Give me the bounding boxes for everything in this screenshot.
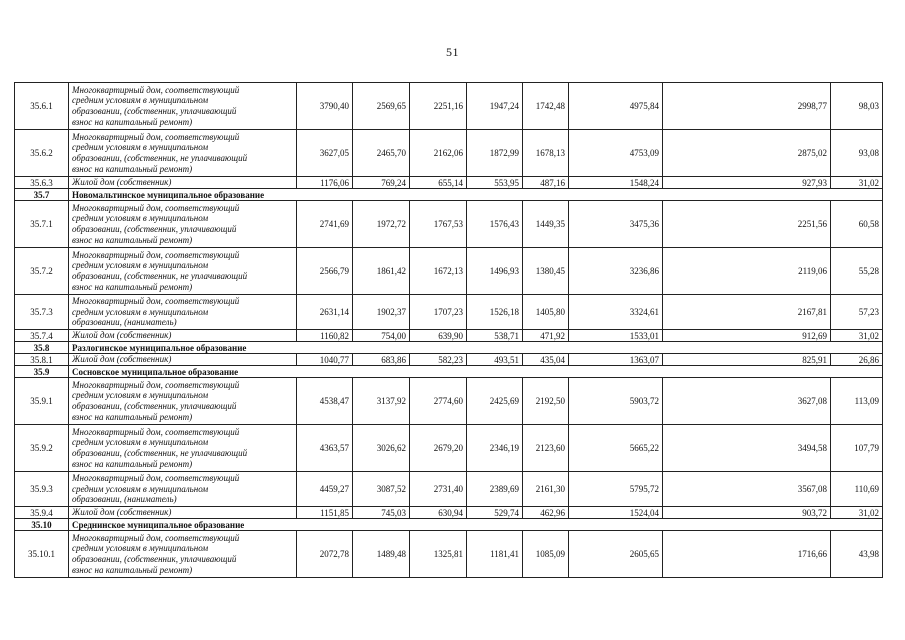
row-code: 35.7.4 (15, 330, 69, 342)
value-cell: 754,00 (353, 330, 410, 342)
description-line: взнос на капитальный ремонт) (72, 234, 193, 245)
value-cell: 1707,23 (410, 295, 467, 330)
value-cell: 1524,04 (569, 507, 663, 519)
description-line: Жилой дом (собственник) (72, 330, 172, 341)
value-cell: 3137,92 (353, 378, 410, 425)
value-cell: 912,69 (663, 330, 831, 342)
value-cell: 1678,13 (523, 130, 569, 177)
value-cell: 26,86 (831, 354, 883, 366)
row-code: 35.8.1 (15, 354, 69, 366)
table-row (15, 295, 883, 330)
value-cell: 903,72 (663, 507, 831, 519)
value-cell: 2346,19 (467, 425, 523, 472)
row-description (69, 378, 297, 425)
table-row (15, 531, 883, 578)
value-cell: 2167,81 (663, 295, 831, 330)
value-cell: 4459,27 (297, 472, 353, 507)
value-cell: 2162,06 (410, 130, 467, 177)
table-row (15, 201, 883, 248)
row-code: 35.9.1 (15, 378, 69, 425)
section-row (15, 366, 883, 378)
table-row (15, 507, 883, 519)
row-code: 35.6.3 (15, 177, 69, 189)
section-title: Новомальтинское муниципальное образование (69, 189, 883, 201)
description-line: средним условиям в муниципальном (72, 437, 209, 448)
value-cell: 1151,85 (297, 507, 353, 519)
row-description (69, 201, 297, 248)
value-cell: 769,24 (353, 177, 410, 189)
description-line: образовании, (собственник, уплачивающий (72, 224, 237, 234)
row-description (69, 354, 297, 366)
row-code: 35.7.1 (15, 201, 69, 248)
description-line: взнос на капитальный ремонт) (72, 163, 193, 174)
row-description (69, 425, 297, 472)
description-line: Жилой дом (собственник) (72, 177, 172, 188)
row-description (69, 130, 297, 177)
value-cell: 1325,81 (410, 531, 467, 578)
value-cell: 1489,48 (353, 531, 410, 578)
value-cell: 1742,48 (523, 83, 569, 130)
value-cell: 1160,82 (297, 330, 353, 342)
row-code: 35.9.4 (15, 507, 69, 519)
value-cell: 93,08 (831, 130, 883, 177)
value-cell: 462,96 (523, 507, 569, 519)
value-cell: 2251,56 (663, 201, 831, 248)
description-line: Многоквартирный дом, соответствующий (72, 249, 240, 260)
value-cell: 3567,08 (663, 472, 831, 507)
value-cell: 1181,41 (467, 531, 523, 578)
description-line: образовании, (наниматель) (72, 494, 177, 505)
value-cell: 3324,61 (569, 295, 663, 330)
value-cell: 1405,80 (523, 295, 569, 330)
value-cell: 31,02 (831, 507, 883, 519)
value-cell: 2425,69 (467, 378, 523, 425)
value-cell: 683,86 (353, 354, 410, 366)
description-line: образовании, (собственник, уплачивающий (72, 106, 237, 116)
value-cell: 2679,20 (410, 425, 467, 472)
value-cell: 2161,30 (523, 472, 569, 507)
row-code: 35.7.2 (15, 248, 69, 295)
value-cell: 529,74 (467, 507, 523, 519)
value-cell: 43,98 (831, 531, 883, 578)
section-code: 35.8 (15, 342, 69, 354)
description-line: взнос на капитальный ремонт) (72, 411, 193, 422)
value-cell: 5665,22 (569, 425, 663, 472)
description-line: Многоквартирный дом, соответствующий (72, 532, 240, 543)
description-line: образовании, (собственник, уплачивающий (72, 401, 237, 411)
value-cell: 3790,40 (297, 83, 353, 130)
value-cell: 107,79 (831, 425, 883, 472)
description-line: Многоквартирный дом, соответствующий (72, 426, 240, 437)
value-cell: 471,92 (523, 330, 569, 342)
section-title: Разлогинское муниципальное образование (69, 342, 883, 354)
value-cell: 2251,16 (410, 83, 467, 130)
value-cell: 639,90 (410, 330, 467, 342)
value-cell: 4975,84 (569, 83, 663, 130)
description-line: Многоквартирный дом, соответствующий (72, 379, 240, 390)
value-cell: 3236,86 (569, 248, 663, 295)
value-cell: 57,23 (831, 295, 883, 330)
row-description (69, 295, 297, 330)
table-row (15, 83, 883, 130)
description-line: взнос на капитальный ремонт) (72, 116, 193, 127)
value-cell: 1972,72 (353, 201, 410, 248)
value-cell: 1947,24 (467, 83, 523, 130)
description-line: образовании, (наниматель) (72, 317, 177, 328)
row-description (69, 507, 297, 519)
value-cell: 825,91 (663, 354, 831, 366)
row-code: 35.7.3 (15, 295, 69, 330)
value-cell: 4753,09 (569, 130, 663, 177)
value-cell: 2569,65 (353, 83, 410, 130)
value-cell: 1040,77 (297, 354, 353, 366)
value-cell: 3475,36 (569, 201, 663, 248)
description-line: образовании, (собственник, не уплачивающий (72, 153, 248, 163)
value-cell: 3026,62 (353, 425, 410, 472)
table-row (15, 330, 883, 342)
description-line: средним условиям в муниципальном (72, 390, 209, 401)
value-cell: 1380,45 (523, 248, 569, 295)
value-cell: 745,03 (353, 507, 410, 519)
value-cell: 1548,24 (569, 177, 663, 189)
table-row (15, 472, 883, 507)
value-cell: 2731,40 (410, 472, 467, 507)
description-line: Жилой дом (собственник) (72, 354, 172, 365)
row-description (69, 330, 297, 342)
value-cell: 2998,77 (663, 83, 831, 130)
description-line: Многоквартирный дом, соответствующий (72, 296, 240, 307)
row-description (69, 177, 297, 189)
value-cell: 2875,02 (663, 130, 831, 177)
value-cell: 1576,43 (467, 201, 523, 248)
value-cell: 927,93 (663, 177, 831, 189)
value-cell: 55,28 (831, 248, 883, 295)
section-code: 35.10 (15, 519, 69, 531)
value-cell: 553,95 (467, 177, 523, 189)
value-cell: 3494,58 (663, 425, 831, 472)
description-line: Многоквартирный дом, соответствующий (72, 202, 240, 213)
table-row (15, 177, 883, 189)
value-cell: 4538,47 (297, 378, 353, 425)
row-code: 35.6.2 (15, 130, 69, 177)
value-cell: 1085,09 (523, 531, 569, 578)
value-cell: 113,09 (831, 378, 883, 425)
description-line: Многоквартирный дом, соответствующий (72, 473, 240, 484)
row-code: 35.6.1 (15, 83, 69, 130)
section-code: 35.7 (15, 189, 69, 201)
value-cell: 582,23 (410, 354, 467, 366)
value-cell: 5795,72 (569, 472, 663, 507)
value-cell: 2566,79 (297, 248, 353, 295)
description-line: взнос на капитальный ремонт) (72, 281, 193, 292)
value-cell: 2192,50 (523, 378, 569, 425)
row-code: 35.9.3 (15, 472, 69, 507)
value-cell: 1496,93 (467, 248, 523, 295)
row-description (69, 472, 297, 507)
description-line: образовании, (собственник, не уплачивающий (72, 448, 248, 458)
section-title: Среднинское муниципальное образование (69, 519, 883, 531)
value-cell: 1672,13 (410, 248, 467, 295)
value-cell: 1449,35 (523, 201, 569, 248)
section-code: 35.9 (15, 366, 69, 378)
value-cell: 1767,53 (410, 201, 467, 248)
table-row (15, 378, 883, 425)
value-cell: 4363,57 (297, 425, 353, 472)
section-row (15, 342, 883, 354)
table-row (15, 248, 883, 295)
value-cell: 2631,14 (297, 295, 353, 330)
value-cell: 3627,08 (663, 378, 831, 425)
value-cell: 493,51 (467, 354, 523, 366)
description-line: средним условиям в муниципальном (72, 260, 209, 271)
section-row (15, 189, 883, 201)
value-cell: 110,69 (831, 472, 883, 507)
description-line: средним условиям в муниципальном (72, 306, 209, 317)
description-line: средним условиям в муниципальном (72, 213, 209, 224)
section-title: Сосновское муниципальное образование (69, 366, 883, 378)
row-code: 35.10.1 (15, 531, 69, 578)
value-cell: 60,58 (831, 201, 883, 248)
value-cell: 2123,60 (523, 425, 569, 472)
value-cell: 538,71 (467, 330, 523, 342)
description-line: образовании, (собственник, не уплачивающий (72, 271, 248, 281)
value-cell: 1533,01 (569, 330, 663, 342)
table-row (15, 425, 883, 472)
row-description (69, 248, 297, 295)
value-cell: 98,03 (831, 83, 883, 130)
tariff-table (14, 82, 883, 578)
description-line: Многоквартирный дом, соответствующий (72, 84, 240, 95)
value-cell: 630,94 (410, 507, 467, 519)
section-row (15, 519, 883, 531)
value-cell: 3087,52 (353, 472, 410, 507)
description-line: средним условиям в муниципальном (72, 543, 209, 554)
description-line: средним условиям в муниципальном (72, 483, 209, 494)
value-cell: 31,02 (831, 177, 883, 189)
value-cell: 1176,06 (297, 177, 353, 189)
value-cell: 435,04 (523, 354, 569, 366)
value-cell: 2465,70 (353, 130, 410, 177)
row-code: 35.9.2 (15, 425, 69, 472)
value-cell: 5903,72 (569, 378, 663, 425)
page-number: 51 (446, 45, 459, 59)
description-line: Многоквартирный дом, соответствующий (72, 131, 240, 142)
value-cell: 1861,42 (353, 248, 410, 295)
value-cell: 655,14 (410, 177, 467, 189)
row-description (69, 531, 297, 578)
value-cell: 1526,18 (467, 295, 523, 330)
description-line: Жилой дом (собственник) (72, 507, 172, 518)
table-row (15, 130, 883, 177)
value-cell: 487,16 (523, 177, 569, 189)
value-cell: 1363,07 (569, 354, 663, 366)
description-line: взнос на капитальный ремонт) (72, 564, 193, 575)
description-line: образовании, (собственник, уплачивающий (72, 554, 237, 564)
description-line: средним условиям в муниципальном (72, 95, 209, 106)
value-cell: 1872,99 (467, 130, 523, 177)
value-cell: 2119,06 (663, 248, 831, 295)
value-cell: 31,02 (831, 330, 883, 342)
value-cell: 2072,78 (297, 531, 353, 578)
value-cell: 2605,65 (569, 531, 663, 578)
table-row (15, 354, 883, 366)
row-description (69, 83, 297, 130)
description-line: взнос на капитальный ремонт) (72, 458, 193, 469)
value-cell: 1902,37 (353, 295, 410, 330)
value-cell: 3627,05 (297, 130, 353, 177)
value-cell: 2774,60 (410, 378, 467, 425)
value-cell: 2741,69 (297, 201, 353, 248)
description-line: средним условиям в муниципальном (72, 142, 209, 153)
value-cell: 1716,66 (663, 531, 831, 578)
value-cell: 2389,69 (467, 472, 523, 507)
